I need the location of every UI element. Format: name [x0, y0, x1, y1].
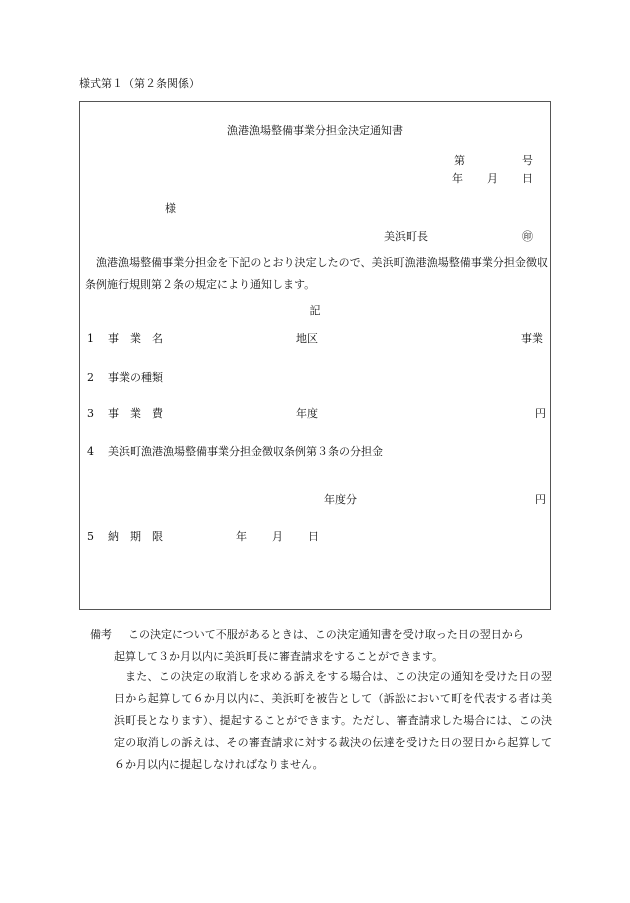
issuer: 美浜町長	[384, 230, 428, 243]
notice-body: 漁港漁場整備事業分担金を下記のとおり決定したので、美浜町漁港漁場整備事業分担金徴収条例施行規則第２条の規定により通知します。	[85, 256, 548, 291]
form-label: 様式第１（第２条関係）	[79, 77, 200, 90]
item4-nendobun: 年度分	[324, 493, 357, 506]
date-day: 日	[522, 172, 533, 185]
item3-number: 3	[87, 407, 94, 420]
item5-nen: 年	[236, 530, 247, 543]
ki-heading: 記	[309, 304, 321, 317]
remarks-para1-line2: 起算して３か月以内に美浜町長に審査請求をすることができます。	[114, 650, 444, 663]
item1-label: 事 業 名	[108, 332, 163, 345]
item3-nendo: 年度	[296, 407, 318, 420]
item4-number: 4	[87, 445, 94, 458]
item4-yen: 円	[535, 493, 546, 506]
number-dai: 第	[454, 154, 465, 167]
date-month: 月	[487, 172, 498, 185]
item1-jigyo: 事業	[521, 332, 543, 345]
item5-label: 納 期 限	[108, 530, 163, 543]
remarks-para2: また、この決定の取消しを求める訴えをする場合は、この決定の通知を受けた日の翌日から起算して６か月以内に、美浜町を被告として（訴訟において町を代表する者は美浜町長となります）、提起することができます。ただし、審査請求した場合には、この決定の取消しの訴えは、その審査請求に対する裁決の伝達を受けた日の翌日から起算して６か月以内に提起しなければなりません。	[114, 670, 552, 771]
item2-label: 事業の種類	[108, 371, 163, 384]
item1-chiku: 地区	[296, 332, 318, 345]
item3-label: 事 業 費	[108, 407, 163, 420]
number-go: 号	[522, 154, 533, 167]
remarks-para1-line1: この決定について不服があるときは、この決定通知書を受け取った日の翌日から	[128, 628, 524, 641]
remarks-label: 備考	[90, 628, 112, 641]
addressee-sama: 様	[165, 202, 176, 215]
item5-hi: 日	[308, 530, 319, 543]
item2-number: 2	[87, 371, 94, 384]
date-year: 年	[452, 172, 463, 185]
item5-number: 5	[87, 530, 94, 543]
seal-mark: ㊞	[522, 230, 533, 243]
item3-yen: 円	[535, 407, 546, 420]
notice-title: 漁港漁場整備事業分担金決定通知書	[227, 124, 403, 137]
item5-tsuki: 月	[272, 530, 283, 543]
item4-label: 美浜町漁港漁場整備事業分担金徴収条例第３条の分担金	[108, 445, 383, 458]
item1-number: 1	[87, 332, 94, 345]
